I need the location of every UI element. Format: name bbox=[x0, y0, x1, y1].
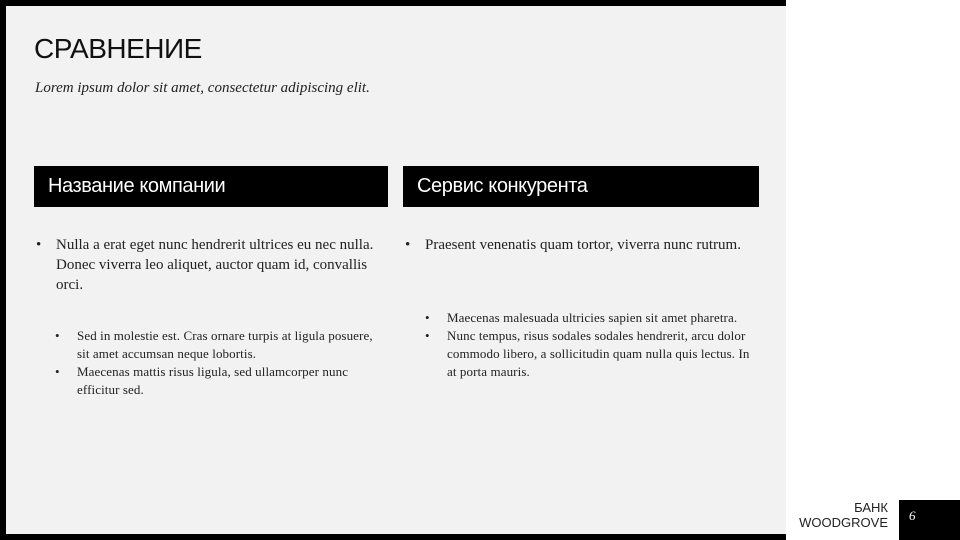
company-sub-list bbox=[77, 327, 387, 399]
company-column-header: Название компании bbox=[34, 166, 388, 207]
list-item: • Maecenas mattis risus ligula, sed ullamcorper nunc efficitur sed. bbox=[77, 363, 387, 399]
list-item: • Nunc tempus, risus sodales sodales hendrerit, arcu dolor commodo libero, a sollicitudin quam nulla quis lectus. In at porta mauris. bbox=[447, 327, 759, 381]
page-number: 6 bbox=[909, 508, 916, 523]
brand-logo bbox=[799, 500, 888, 530]
list-item: • Sed in molestie est. Cras ornare turpis at ligula posuere, sit amet accumsan neque lobortis. bbox=[77, 327, 387, 363]
slide-subtitle: Lorem ipsum dolor sit amet, consectetur adipiscing elit. bbox=[35, 80, 370, 96]
list-item: • Praesent venenatis quam tortor, viverra nunc rutrum. bbox=[425, 235, 755, 255]
slide-title: СРАВНЕНИЕ bbox=[34, 33, 202, 64]
company-main-list bbox=[56, 235, 376, 295]
page-number-badge bbox=[899, 500, 960, 540]
brand-line-2: WOODGROVE bbox=[799, 515, 888, 530]
competitor-main-list bbox=[425, 235, 755, 255]
competitor-column-header: Сервис конкурента bbox=[403, 166, 759, 207]
competitor-sub-list bbox=[447, 309, 759, 381]
list-item: • Nulla a erat eget nunc hendrerit ultrices eu nec nulla. Donec viverra leo aliquet, auctor quam id, convallis orci. bbox=[56, 235, 376, 295]
brand-line-1: БАНК bbox=[854, 500, 888, 515]
list-item: • Maecenas malesuada ultricies sapien sit amet pharetra. bbox=[447, 309, 759, 327]
